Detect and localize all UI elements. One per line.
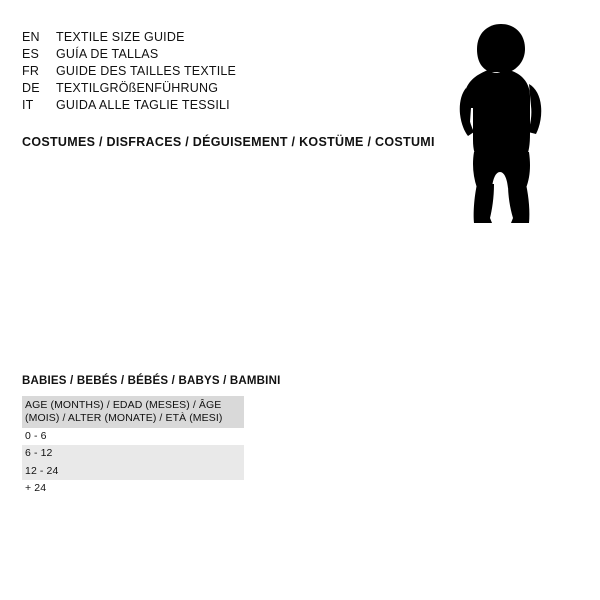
toddler-silhouette-icon [430,22,560,227]
table-cell-age: + 24 [22,480,244,497]
table-cell-age: 6 - 12 [22,445,244,462]
language-text-es: GUÍA DE TALLAS [56,47,159,61]
language-row-en [22,30,382,44]
costumes-heading: COSTUMES / DISFRACES / DÉGUISEMENT / KOSTÜME / COSTUMI [22,135,435,149]
language-code-it: IT [22,98,34,112]
language-text-fr: GUIDE DES TAILLES TEXTILE [56,64,237,78]
table-row [22,445,244,462]
table-header-age: AGE (MONTHS) / EDAD (MESES) / ÂGE (MOIS) / ALTER (MONATE) / ETÀ (MESI) [22,396,244,428]
babies-size-table [22,396,244,497]
language-code-fr: FR [22,64,40,78]
language-text-it: GUIDA ALLE TAGLIE TESSILI [56,98,230,112]
table-cell-age: 0 - 6 [22,428,244,445]
table-header-row [22,396,244,428]
table-row [22,428,244,445]
table-cell-age: 12 - 24 [22,463,244,480]
language-text-en: TEXTILE SIZE GUIDE [56,30,185,44]
language-text-de: TEXTILGRÖßENFÜHRUNG [56,81,219,95]
language-row-de [22,81,382,95]
language-row-fr [22,64,382,78]
language-row-es [22,47,382,61]
language-code-de: DE [22,81,40,95]
language-row-it [22,98,382,112]
language-code-es: ES [22,47,40,61]
table-row [22,480,244,497]
babies-table-title: BABIES / BEBÉS / BÉBÉS / BABYS / BAMBINI [22,375,281,387]
language-code-en: EN [22,30,40,44]
table-row [22,463,244,480]
language-list [22,30,382,115]
